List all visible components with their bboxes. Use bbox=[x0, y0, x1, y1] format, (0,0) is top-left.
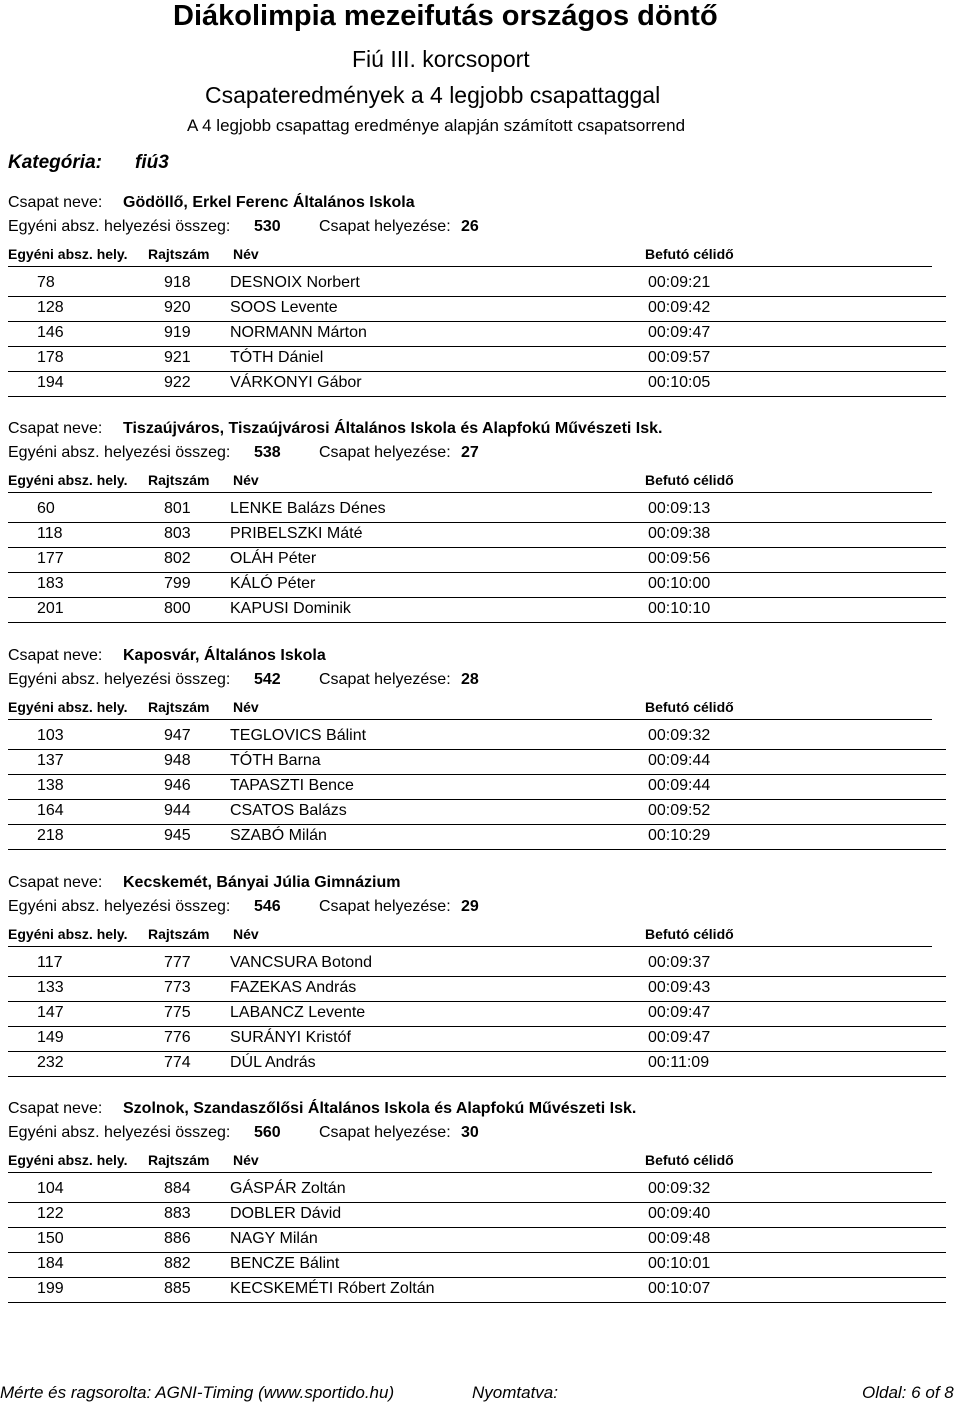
cell-time: 00:10:05 bbox=[648, 374, 711, 391]
cell-place: 218 bbox=[37, 827, 64, 844]
cell-time: 00:09:48 bbox=[648, 1230, 711, 1247]
team-place-label: Csapat helyezése: bbox=[319, 1124, 451, 1141]
team-place-value: 29 bbox=[461, 898, 479, 915]
cell-time: 00:09:47 bbox=[648, 1004, 711, 1021]
cell-name: VANCSURA Botond bbox=[230, 954, 372, 971]
team-name-label: Csapat neve: bbox=[8, 420, 103, 437]
sum-value: 546 bbox=[254, 898, 281, 915]
cell-name: NAGY Milán bbox=[230, 1230, 318, 1247]
team-place-label: Csapat helyezése: bbox=[319, 898, 451, 915]
cell-bib: 945 bbox=[164, 827, 191, 844]
cell-name: VÁRKONYI Gábor bbox=[230, 374, 362, 391]
team-place-value: 26 bbox=[461, 218, 479, 235]
cell-bib: 946 bbox=[164, 777, 191, 794]
team-block bbox=[0, 187, 960, 409]
cell-name: TEGLOVICS Bálint bbox=[230, 727, 367, 744]
team-name-label: Csapat neve: bbox=[8, 647, 103, 664]
cell-bib: 920 bbox=[164, 299, 191, 316]
cell-time: 00:09:32 bbox=[648, 727, 711, 744]
table-row bbox=[8, 572, 946, 597]
column-header-place: Egyéni absz. hely. bbox=[8, 1152, 128, 1168]
row-divider bbox=[8, 849, 946, 850]
table-row bbox=[8, 976, 946, 1001]
column-header-place: Egyéni absz. hely. bbox=[8, 699, 128, 715]
cell-bib: 944 bbox=[164, 802, 191, 819]
results-subtitle: Csapateredmények a 4 legjobb csapattaggal bbox=[205, 82, 661, 108]
cell-time: 00:09:40 bbox=[648, 1205, 711, 1222]
cell-time: 00:09:38 bbox=[648, 525, 711, 542]
cell-place: 103 bbox=[37, 727, 64, 744]
cell-place: 149 bbox=[37, 1029, 64, 1046]
sum-value: 542 bbox=[254, 671, 281, 688]
team-place-label: Csapat helyezése: bbox=[319, 671, 451, 688]
table-row bbox=[8, 799, 946, 824]
column-header-bib: Rajtszám bbox=[148, 1152, 210, 1168]
cell-place: 60 bbox=[37, 500, 55, 517]
cell-name: KÁLÓ Péter bbox=[230, 575, 316, 592]
cell-place: 201 bbox=[37, 600, 64, 617]
table-row bbox=[8, 1177, 946, 1202]
column-header-name: Név bbox=[233, 699, 259, 715]
cell-name: KECSKEMÉTI Róbert Zoltán bbox=[230, 1280, 435, 1297]
sum-label: Egyéni absz. helyezési összeg: bbox=[8, 218, 231, 235]
cell-time: 00:09:47 bbox=[648, 1029, 711, 1046]
table-row bbox=[8, 1202, 946, 1227]
cell-name: LENKE Balázs Dénes bbox=[230, 500, 386, 517]
team-name: Gödöllő, Erkel Ferenc Általános Iskola bbox=[123, 194, 415, 211]
column-header-time: Befutó célidő bbox=[645, 472, 734, 488]
cell-name: NORMANN Márton bbox=[230, 324, 367, 341]
cell-bib: 886 bbox=[164, 1230, 191, 1247]
team-name-label: Csapat neve: bbox=[8, 194, 103, 211]
team-place-value: 30 bbox=[461, 1124, 479, 1141]
page-total: 8 bbox=[944, 1383, 954, 1402]
column-header-bib: Rajtszám bbox=[148, 246, 210, 262]
team-block bbox=[0, 640, 960, 862]
column-header-place: Egyéni absz. hely. bbox=[8, 246, 128, 262]
cell-place: 150 bbox=[37, 1230, 64, 1247]
cell-name: KAPUSI Dominik bbox=[230, 600, 351, 617]
cell-place: 194 bbox=[37, 374, 64, 391]
cell-bib: 922 bbox=[164, 374, 191, 391]
column-header-name: Név bbox=[233, 472, 259, 488]
cell-bib: 948 bbox=[164, 752, 191, 769]
cell-name: TÓTH Barna bbox=[230, 752, 321, 769]
column-header-bib: Rajtszám bbox=[148, 699, 210, 715]
table-row bbox=[8, 951, 946, 976]
cell-bib: 774 bbox=[164, 1054, 191, 1071]
cell-time: 00:09:21 bbox=[648, 274, 711, 291]
team-block bbox=[0, 413, 960, 635]
team-name: Kecskemét, Bányai Júlia Gimnázium bbox=[123, 874, 401, 891]
cell-bib: 801 bbox=[164, 500, 191, 517]
table-row bbox=[8, 346, 946, 371]
table-row bbox=[8, 296, 946, 321]
cell-name: CSATOS Balázs bbox=[230, 802, 347, 819]
cell-bib: 800 bbox=[164, 600, 191, 617]
team-name: Szolnok, Szandaszőlősi Általános Iskola és Alapfokú Művészeti Isk. bbox=[123, 1100, 637, 1117]
cell-name: LABANCZ Levente bbox=[230, 1004, 366, 1021]
table-row bbox=[8, 497, 946, 522]
cell-bib: 776 bbox=[164, 1029, 191, 1046]
header-divider bbox=[8, 266, 932, 267]
cell-name: OLÁH Péter bbox=[230, 550, 317, 567]
page-number bbox=[862, 1383, 954, 1403]
cell-time: 00:09:47 bbox=[648, 324, 711, 341]
cell-place: 147 bbox=[37, 1004, 64, 1021]
team-name: Kaposvár, Általános Iskola bbox=[123, 647, 326, 664]
cell-bib: 921 bbox=[164, 349, 191, 366]
cell-bib: 777 bbox=[164, 954, 191, 971]
column-header-time: Befutó célidő bbox=[645, 699, 734, 715]
cell-place: 104 bbox=[37, 1180, 64, 1197]
table-row bbox=[8, 724, 946, 749]
cell-place: 146 bbox=[37, 324, 64, 341]
team-block bbox=[0, 867, 960, 1089]
cell-time: 00:09:37 bbox=[648, 954, 711, 971]
cell-bib: 885 bbox=[164, 1280, 191, 1297]
table-row bbox=[8, 597, 946, 622]
page-of: of bbox=[925, 1383, 940, 1402]
cell-bib: 947 bbox=[164, 727, 191, 744]
cell-place: 128 bbox=[37, 299, 64, 316]
cell-name: DESNOIX Norbert bbox=[230, 274, 360, 291]
cell-bib: 802 bbox=[164, 550, 191, 567]
sum-value: 538 bbox=[254, 444, 281, 461]
table-row bbox=[8, 321, 946, 346]
table-row bbox=[8, 1026, 946, 1051]
table-row bbox=[8, 371, 946, 396]
cell-place: 122 bbox=[37, 1205, 64, 1222]
cell-place: 232 bbox=[37, 1054, 64, 1071]
age-group-subtitle: Fiú III. korcsoport bbox=[352, 46, 530, 72]
cell-time: 00:10:01 bbox=[648, 1255, 711, 1272]
cell-time: 00:09:44 bbox=[648, 777, 711, 794]
cell-time: 00:10:07 bbox=[648, 1280, 711, 1297]
team-place-value: 27 bbox=[461, 444, 479, 461]
cell-bib: 773 bbox=[164, 979, 191, 996]
team-place-label: Csapat helyezése: bbox=[319, 218, 451, 235]
table-row bbox=[8, 271, 946, 296]
cell-place: 118 bbox=[37, 525, 63, 542]
category-value: fiú3 bbox=[135, 152, 169, 173]
cell-time: 00:10:00 bbox=[648, 575, 711, 592]
page-label: Oldal: bbox=[862, 1383, 907, 1402]
table-row bbox=[8, 824, 946, 849]
cell-place: 178 bbox=[37, 349, 64, 366]
cell-name: SOOS Levente bbox=[230, 299, 338, 316]
cell-place: 117 bbox=[37, 954, 63, 971]
cell-time: 00:09:42 bbox=[648, 299, 711, 316]
cell-name: PRIBELSZKI Máté bbox=[230, 525, 363, 542]
cell-place: 177 bbox=[37, 550, 64, 567]
printed-label: Nyomtatva: bbox=[472, 1383, 558, 1402]
measured-by: Mérte és ragsorolta: AGNI-Timing (www.sportido.hu) bbox=[0, 1383, 395, 1402]
cell-time: 00:11:09 bbox=[648, 1054, 710, 1071]
cell-time: 00:09:43 bbox=[648, 979, 711, 996]
cell-bib: 884 bbox=[164, 1180, 191, 1197]
cell-bib: 775 bbox=[164, 1004, 191, 1021]
column-header-place: Egyéni absz. hely. bbox=[8, 926, 128, 942]
cell-time: 00:10:29 bbox=[648, 827, 711, 844]
column-header-time: Befutó célidő bbox=[645, 1152, 734, 1168]
cell-place: 183 bbox=[37, 575, 64, 592]
table-row bbox=[8, 1001, 946, 1026]
cell-name: SZABÓ Milán bbox=[230, 827, 327, 844]
column-header-name: Név bbox=[233, 1152, 259, 1168]
cell-bib: 918 bbox=[164, 274, 191, 291]
table-row bbox=[8, 522, 946, 547]
ranking-note: A 4 legjobb csapattag eredménye alapján számított csapatsorrend bbox=[187, 116, 686, 135]
table-row bbox=[8, 774, 946, 799]
header-divider bbox=[8, 946, 932, 947]
sum-label: Egyéni absz. helyezési összeg: bbox=[8, 444, 231, 461]
header-divider bbox=[8, 492, 932, 493]
cell-time: 00:09:32 bbox=[648, 1180, 711, 1197]
team-block bbox=[0, 1093, 960, 1315]
table-row bbox=[8, 749, 946, 774]
header-divider bbox=[8, 1172, 932, 1173]
sum-label: Egyéni absz. helyezési összeg: bbox=[8, 671, 231, 688]
page-current: 6 bbox=[911, 1383, 921, 1402]
category-label: Kategória: bbox=[8, 152, 102, 173]
team-name-label: Csapat neve: bbox=[8, 1100, 103, 1117]
sum-label: Egyéni absz. helyezési összeg: bbox=[8, 1124, 231, 1141]
sum-value: 560 bbox=[254, 1124, 281, 1141]
cell-bib: 803 bbox=[164, 525, 191, 542]
cell-bib: 919 bbox=[164, 324, 191, 341]
cell-name: TÓTH Dániel bbox=[230, 349, 324, 366]
table-row bbox=[8, 1252, 946, 1277]
column-header-name: Név bbox=[233, 926, 259, 942]
cell-place: 138 bbox=[37, 777, 64, 794]
cell-name: SURÁNYI Kristóf bbox=[230, 1029, 351, 1046]
cell-place: 164 bbox=[37, 802, 64, 819]
sum-value: 530 bbox=[254, 218, 281, 235]
row-divider bbox=[8, 622, 946, 623]
cell-time: 00:09:56 bbox=[648, 550, 711, 567]
cell-name: DOBLER Dávid bbox=[230, 1205, 342, 1222]
team-name: Tiszaújváros, Tiszaújvárosi Általános Iskola és Alapfokú Művészeti Isk. bbox=[123, 420, 663, 437]
table-row bbox=[8, 1051, 946, 1076]
sum-label: Egyéni absz. helyezési összeg: bbox=[8, 898, 231, 915]
cell-time: 00:09:13 bbox=[648, 500, 711, 517]
cell-time: 00:09:44 bbox=[648, 752, 711, 769]
cell-time: 00:10:10 bbox=[648, 600, 711, 617]
column-header-name: Név bbox=[233, 246, 259, 262]
cell-time: 00:09:52 bbox=[648, 802, 711, 819]
table-row bbox=[8, 1277, 946, 1302]
cell-name: GÁSPÁR Zoltán bbox=[230, 1180, 346, 1197]
cell-place: 133 bbox=[37, 979, 64, 996]
cell-name: TAPASZTI Bence bbox=[230, 777, 354, 794]
cell-bib: 883 bbox=[164, 1205, 191, 1222]
cell-place: 137 bbox=[37, 752, 64, 769]
row-divider bbox=[8, 396, 946, 397]
document-title: Diákolimpia mezeifutás országos döntő bbox=[173, 0, 718, 32]
cell-bib: 882 bbox=[164, 1255, 191, 1272]
cell-name: DÚL András bbox=[230, 1054, 316, 1071]
team-name-label: Csapat neve: bbox=[8, 874, 103, 891]
header-divider bbox=[8, 719, 932, 720]
team-place-label: Csapat helyezése: bbox=[319, 444, 451, 461]
cell-place: 199 bbox=[37, 1280, 64, 1297]
cell-bib: 799 bbox=[164, 575, 191, 592]
table-row bbox=[8, 547, 946, 572]
row-divider bbox=[8, 1076, 946, 1077]
cell-place: 184 bbox=[37, 1255, 64, 1272]
table-row bbox=[8, 1227, 946, 1252]
cell-place: 78 bbox=[37, 274, 55, 291]
column-header-bib: Rajtszám bbox=[148, 472, 210, 488]
column-header-time: Befutó célidő bbox=[645, 246, 734, 262]
row-divider bbox=[8, 1302, 946, 1303]
cell-name: FAZEKAS András bbox=[230, 979, 357, 996]
cell-time: 00:09:57 bbox=[648, 349, 711, 366]
cell-name: BENCZE Bálint bbox=[230, 1255, 340, 1272]
team-place-value: 28 bbox=[461, 671, 479, 688]
column-header-time: Befutó célidő bbox=[645, 926, 734, 942]
column-header-bib: Rajtszám bbox=[148, 926, 210, 942]
column-header-place: Egyéni absz. hely. bbox=[8, 472, 128, 488]
